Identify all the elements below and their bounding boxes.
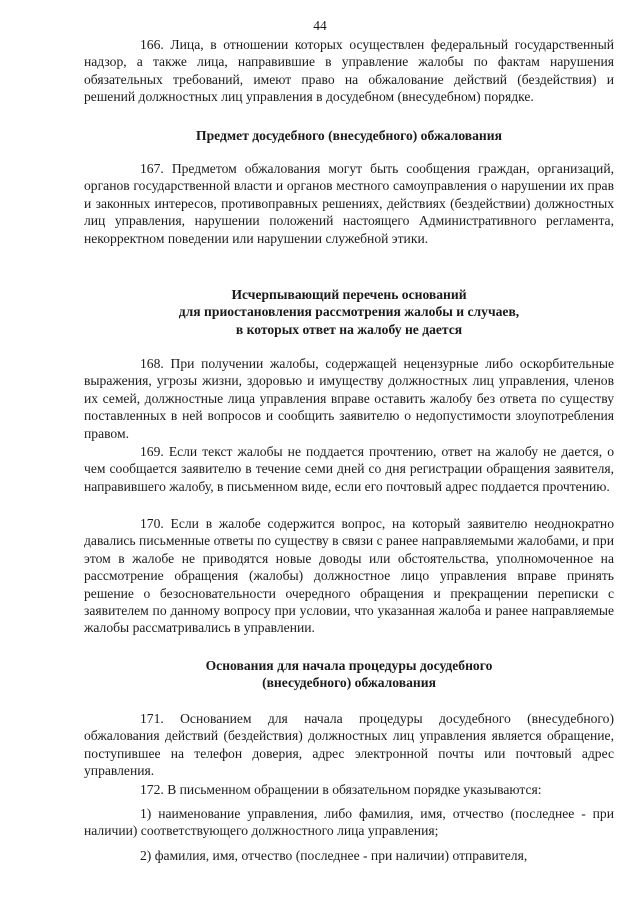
page-number: 44 bbox=[313, 18, 327, 33]
paragraph-171: 171. Основанием для начала процедуры досудебного (внесудебного) обжалования действий (бездействия) должностных лиц управления является обращение, поступившее на телефон доверия, адрес электронной почты или почтовый адрес управления. bbox=[84, 711, 614, 779]
heading-grounds-line-1: Исчерпывающий перечень оснований bbox=[231, 287, 467, 302]
heading-subject: Предмет досудебного (внесудебного) обжалования bbox=[196, 128, 502, 143]
paragraph-170: 170. Если в жалобе содержится вопрос, на который заявителю неоднократно давались письменные ответы по существу в связи с ранее направляемыми жалобами, и при этом в жалобе не приводятся новые доводы или обстоятельства, уполномоченное на рассмотрение обращения (жалобы) должностное лицо управления вправе принять решение о безосновательности очередного обращения и прекращении переписки с заявителем по данному вопросу при условии, что указанная жалоба и ранее направляемые жалобы рассматривались в управлении. bbox=[84, 516, 614, 636]
heading-grounds bbox=[84, 286, 614, 338]
paragraph-168: 168. При получении жалобы, содержащей нецензурные либо оскорбительные выражения, угрозы жизни, здоровью и имуществу должностных лиц управления, членов их семей, должностные лица управления вправе оставить жалобу без ответа по существу поставленных в ней вопросов и сообщить заявителю о недопустимости злоупотребления правом. bbox=[84, 356, 614, 441]
paragraph-172-item-1: 1) наименование управления, либо фамилия, имя, отчество (последнее - при наличии) соответствующего должностного лица управления; bbox=[84, 806, 614, 839]
heading-start-line-1: Основания для начала процедуры досудебного bbox=[205, 658, 493, 673]
heading-start-line-2: (внесудебного) обжалования bbox=[262, 675, 436, 691]
paragraph-169: 169. Если текст жалобы не поддается прочтению, ответ на жалобу не дается, о чем сообщается заявителю в течение семи дней со дня регистрации обращения заявителя, направившего жалобу, в письменном виде, если его почтовый адрес поддается прочтению. bbox=[84, 444, 614, 494]
paragraph-166: 166. Лица, в отношении которых осуществлен федеральный государственный надзор, а также лица, направившие в управление жалобы по фактам нарушения обязательных требований, имеют право на обжалование действий (бездействия) и решений должностных лиц управления в досудебном (внесудебном) порядке. bbox=[84, 37, 614, 105]
heading-grounds-line-2: для приостановления рассмотрения жалобы и случаев, bbox=[178, 304, 520, 320]
paragraph-172: 172. В письменном обращении в обязательном порядке указываются: bbox=[140, 782, 542, 797]
paragraph-167: 167. Предметом обжалования могут быть сообщения граждан, организаций, органов государственной власти и органов местного самоуправления о нарушении их прав и законных интересов, противоправных решениях, действиях (бездействии) должностных лиц управления, нарушении положений настоящего Административного регламента, некорректном поведении или нарушении служебной этики. bbox=[84, 161, 614, 246]
heading-start bbox=[84, 657, 614, 692]
heading-grounds-line-3: в которых ответ на жалобу не дается bbox=[235, 321, 463, 337]
paragraph-172-item-2: 2) фамилия, имя, отчество (последнее - при наличии) отправителя, bbox=[140, 848, 528, 863]
